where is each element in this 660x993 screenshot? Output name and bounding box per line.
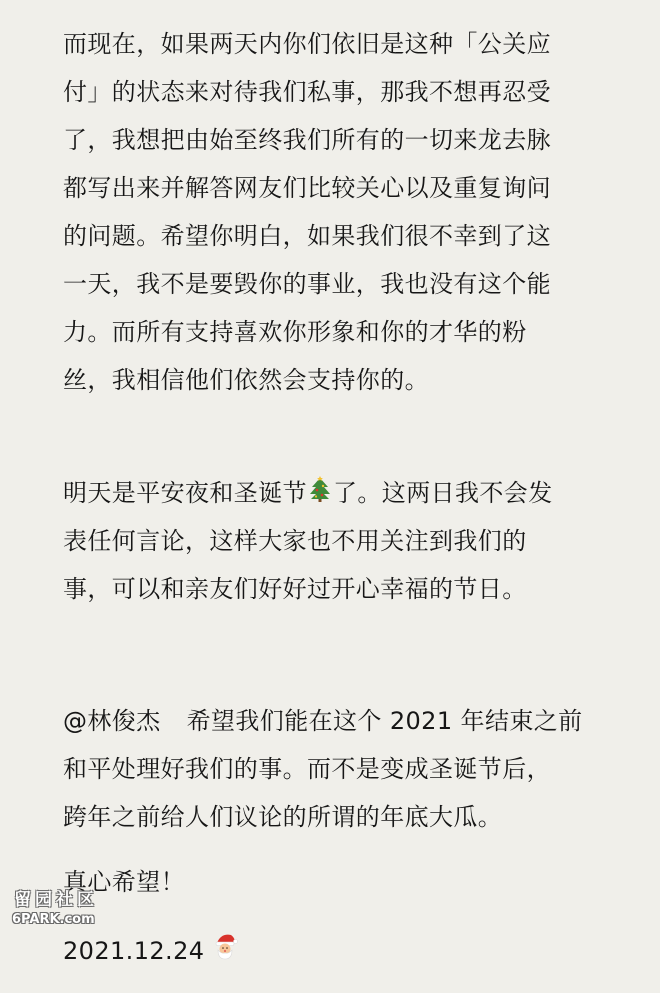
paragraph-1-line-3: 了，我想把由始至终我们所有的一切来龙去脉 bbox=[63, 126, 551, 154]
paragraph-2-text-before-emoji: 明天是平安夜和圣诞节 bbox=[63, 479, 307, 507]
date-line bbox=[63, 927, 643, 975]
santa-icon bbox=[212, 928, 238, 976]
mention-link[interactable]: @林俊杰 bbox=[63, 707, 161, 735]
paragraph-1-line-1: 而现在，如果两天内你们依旧是这种「公关应 bbox=[63, 30, 551, 58]
paragraph-1-line-8: 丝，我相信他们依然会支持你的。 bbox=[63, 366, 429, 394]
paragraph-2-line-2: 表任何言论，这样大家也不用关注到我们的 bbox=[63, 527, 527, 555]
watermark bbox=[8, 890, 108, 934]
paragraph-1-line-2: 付」的状态来对待我们私事，那我不想再忍受 bbox=[63, 78, 551, 106]
paragraph-3-line-1 bbox=[63, 697, 643, 745]
paragraph-1-line-7: 力。而所有支持喜欢你形象和你的才华的粉 bbox=[63, 318, 527, 346]
watermark-text: 留园社区 bbox=[14, 890, 98, 910]
closing-line: 真心希望！ bbox=[63, 868, 185, 896]
paragraph-1-line-6: 一天，我不是要毁你的事业，我也没有这个能 bbox=[63, 270, 551, 298]
post-date: 2021.12.24 bbox=[63, 937, 205, 965]
paragraph-3-line-1-text: 希望我们能在这个 2021 年结束之前 bbox=[186, 707, 583, 735]
paragraph-1-line-5: 的问题。希望你明白，如果我们很不幸到了这 bbox=[63, 222, 551, 250]
paragraph-3-line-3: 跨年之前给人们议论的所谓的年底大瓜。 bbox=[63, 803, 503, 831]
watermark-site: 6PARK.com bbox=[12, 912, 95, 927]
paragraph-2-line-3: 事，可以和亲友们好好过开心幸福的节日。 bbox=[63, 575, 527, 603]
paragraph-2-line-1 bbox=[63, 469, 643, 517]
paragraph-2-text-after-emoji: 了。这两日我不会发 bbox=[333, 479, 553, 507]
paragraph-1-line-4: 都写出来并解答网友们比较关心以及重复询问 bbox=[63, 174, 551, 202]
paragraph-3-line-2: 和平处理好我们的事。而不是变成圣诞节后， bbox=[63, 755, 551, 783]
christmas-tree-icon bbox=[308, 470, 332, 518]
